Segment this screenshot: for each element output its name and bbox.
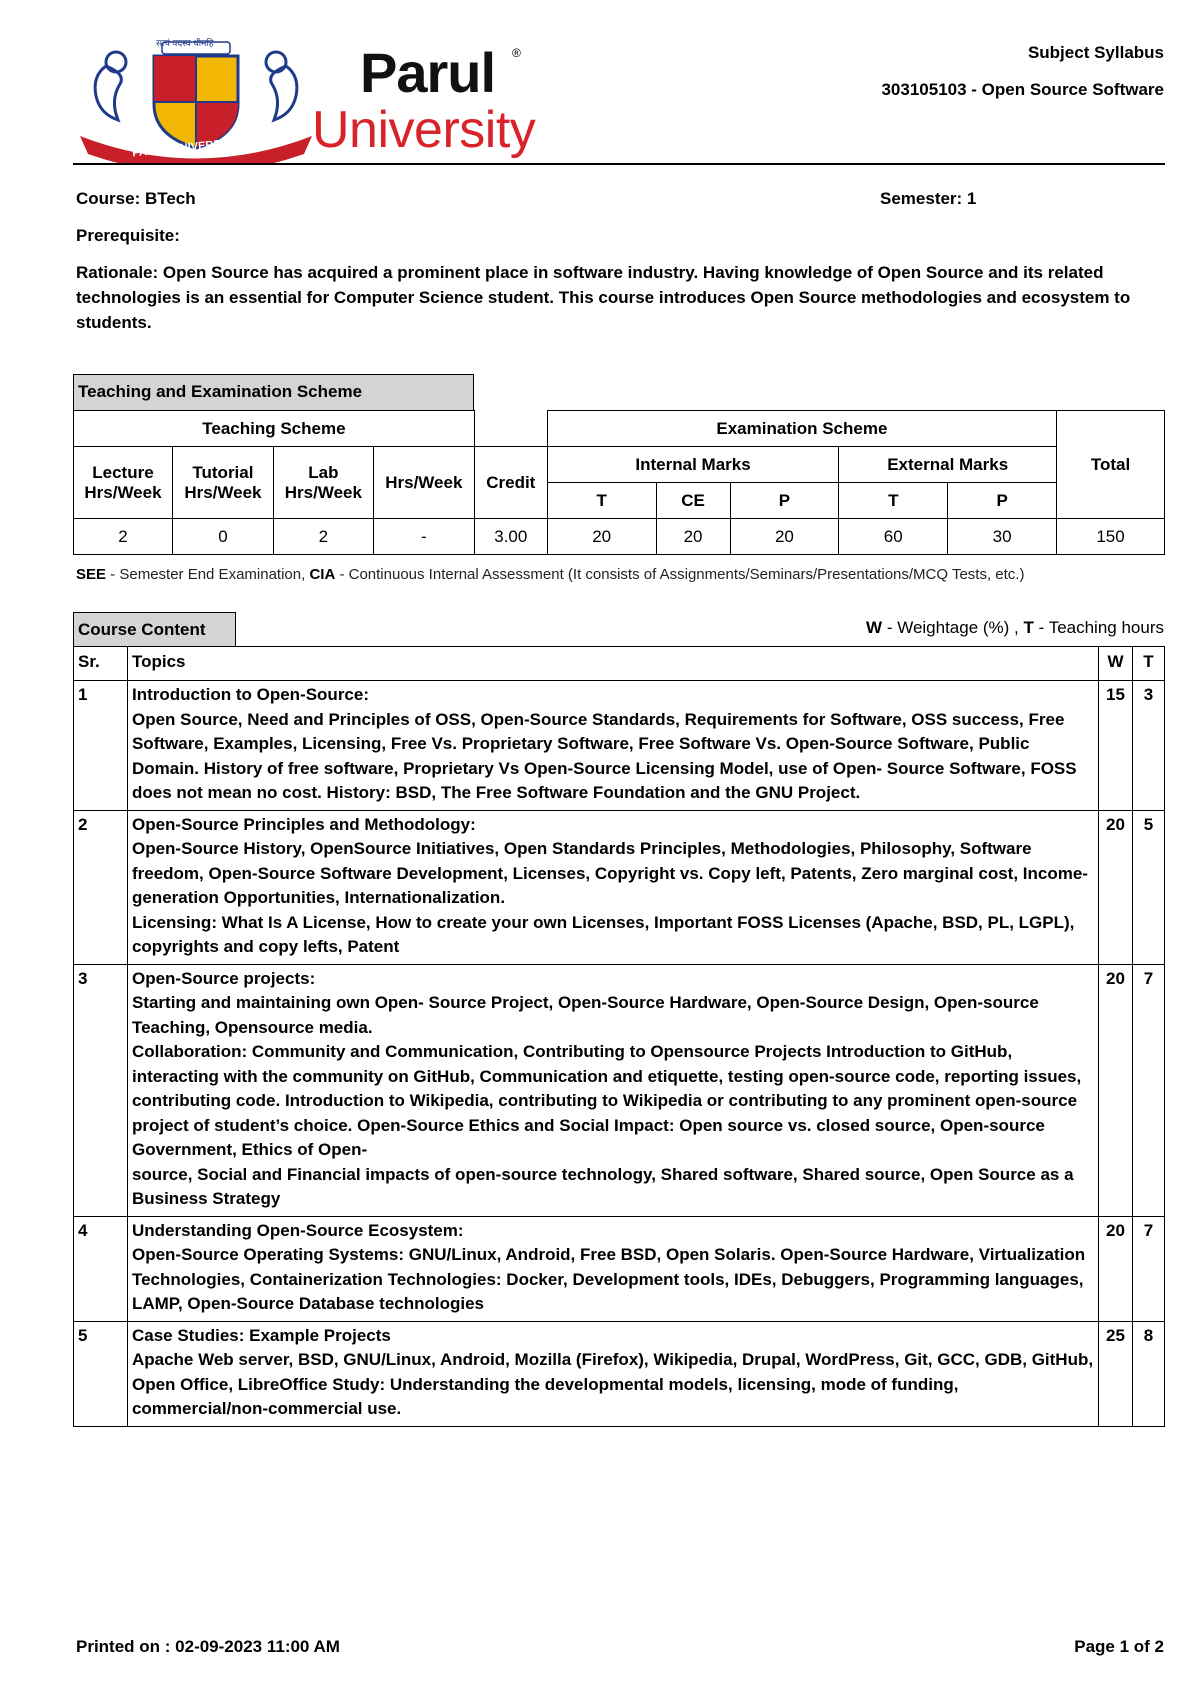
row-weightage: 15 bbox=[1099, 681, 1133, 811]
row-hours: 3 bbox=[1133, 681, 1165, 811]
row-topic bbox=[127, 681, 1098, 811]
scheme-value: 20 bbox=[730, 519, 839, 555]
content-table bbox=[73, 646, 1165, 1427]
header-divider bbox=[73, 163, 1165, 165]
topic-line: Collaboration: Community and Communication, Contributing to Opensource Projects Introduction to GitHub, interacting with the community on GitHub, Communication and etiquette, testing open-source code, reporting issues, contributing code. Introduction to Wikipedia, contributing to Wikipedia or contributing to any prominent open-source project of student’s choice. Open-Source Ethics and Social Impact: Open source vs. closed source, Open-source Government, Ethics of Open- bbox=[131, 1042, 1082, 1159]
row-sr: 1 bbox=[74, 681, 128, 811]
row-topic bbox=[127, 964, 1098, 1216]
hrs-week-header: Hrs/Week bbox=[373, 447, 474, 519]
scheme-value: 20 bbox=[656, 519, 730, 555]
topic-title: Open-Source projects: bbox=[131, 968, 316, 988]
row-weightage: 20 bbox=[1099, 964, 1133, 1216]
printed-on: Printed on : 02-09-2023 11:00 AM bbox=[76, 1637, 340, 1656]
row-weightage: 25 bbox=[1099, 1321, 1133, 1426]
total-header: Total bbox=[1057, 411, 1165, 519]
internal-p-header: P bbox=[730, 483, 839, 519]
examination-scheme-header: Examination Scheme bbox=[547, 411, 1056, 447]
scheme-value: 150 bbox=[1057, 519, 1165, 555]
topic-line: Open-Source History, OpenSource Initiatives, Open Standards Principles, Methodologies, Philosophy, Software freedom, Open-Source Software Development, Licenses, Copyright vs. Copy left, Patents, Zero marginal cost, Income-generation Opportunities, Internationalization. bbox=[131, 839, 1088, 907]
scheme-value: 2 bbox=[74, 519, 173, 555]
content-title: Course Content bbox=[73, 612, 236, 647]
topic-title: Open-Source Principles and Methodology: bbox=[131, 814, 476, 834]
row-topic bbox=[127, 1216, 1098, 1321]
table-row bbox=[74, 964, 1165, 1216]
doc-type: Subject Syllabus bbox=[1027, 43, 1164, 62]
topic-line: Open-Source Operating Systems: GNU/Linux, Android, Free BSD, Open Solaris. Open-Source Hardware, Virtualization Technologies, Containerization Technologies: Docker, Development tools, IDEs, Debuggers, Programming languages, LAMP, Open-Source Database technologies bbox=[131, 1245, 1086, 1313]
sr-header: Sr. bbox=[74, 647, 128, 681]
row-weightage: 20 bbox=[1099, 1216, 1133, 1321]
row-hours: 7 bbox=[1133, 1216, 1165, 1321]
scheme-value: 60 bbox=[839, 519, 948, 555]
row-weightage: 20 bbox=[1099, 810, 1133, 964]
topic-line: Apache Web server, BSD, GNU/Linux, Android, Mozilla (Firefox), Wikipedia, Drupal, WordPress, Git, GCC, GDB, GitHub, Open Office, LibreOffice Study: Understanding the developmental models, licensing, mode of funding, commercial/non-commercial use. bbox=[131, 1350, 1094, 1418]
tutorial-header: Tutorial Hrs/Week bbox=[172, 447, 273, 519]
semester-label: Semester: 1 bbox=[880, 189, 977, 208]
row-sr: 3 bbox=[74, 964, 128, 1216]
topics-header: Topics bbox=[127, 647, 1098, 681]
seal-text: PARUL UNIVERSITY bbox=[131, 136, 239, 160]
lab-header: Lab Hrs/Week bbox=[273, 447, 373, 519]
see-note: SEE - Semester End Examination, CIA - Continuous Internal Assessment (It consists of Assignments/Seminars/Presentations/MCQ Tests, etc.) bbox=[76, 566, 1025, 583]
scheme-value: 20 bbox=[547, 519, 656, 555]
internal-ce-header: CE bbox=[656, 483, 730, 519]
topic-line: source, Social and Financial impacts of open-source technology, Shared software, Shared source, Open Source as a Business Strategy bbox=[131, 1164, 1074, 1208]
scheme-title: Teaching and Examination Scheme bbox=[73, 374, 474, 411]
topic-title: Case Studies: Example Projects bbox=[131, 1325, 391, 1345]
table-row bbox=[74, 1216, 1165, 1321]
w-header: W bbox=[1099, 647, 1133, 681]
course-label: Course: BTech bbox=[76, 189, 196, 208]
page-number: Page 1 of 2 bbox=[1074, 1637, 1164, 1656]
subject-title: 303105103 - Open Source Software bbox=[881, 80, 1164, 99]
external-marks-header: External Marks bbox=[839, 447, 1057, 483]
t-header: T bbox=[1133, 647, 1165, 681]
table-row bbox=[74, 1321, 1165, 1426]
prerequisite-label: Prerequisite: bbox=[76, 226, 180, 245]
topic-line: Starting and maintaining own Open- Source Project, Open-Source Hardware, Open-Source Design, Open-source Teaching, Opensource media. bbox=[131, 993, 1039, 1037]
internal-t-header: T bbox=[547, 483, 656, 519]
topic-title: Introduction to Open-Source: bbox=[131, 685, 370, 704]
table-row bbox=[74, 810, 1165, 964]
content-legend: W - Weightage (%) , T - Teaching hours bbox=[866, 618, 1164, 637]
scheme-value: 3.00 bbox=[474, 519, 547, 555]
seal-motto: सत्यं वदस्व धीमहि bbox=[156, 38, 214, 48]
lecture-header: Lecture Hrs/Week bbox=[74, 447, 173, 519]
external-p-header: P bbox=[948, 483, 1057, 519]
row-topic bbox=[127, 1321, 1098, 1426]
external-t-header: T bbox=[839, 483, 948, 519]
row-hours: 8 bbox=[1133, 1321, 1165, 1426]
topic-line: Licensing: What Is A License, How to create your own Licenses, Important FOSS Licenses (Apache, BSD, PL, LGPL), copyrights and copy lefts, Patent bbox=[131, 912, 1075, 956]
scheme-value: 30 bbox=[948, 519, 1057, 555]
topic-line: Open Source, Need and Principles of OSS, Open-Source Standards, Requirements for Software, OSS success, Free Software, Examples, Licensing, Free Vs. Proprietary Software, Free Software Vs. Open-Source Software, Public Domain. History of free software, Proprietary Vs Open-Source Licensing Model, use of Open- Source Software, FOSS does not mean no cost. History: BSD, The Free Software Foundation and the GNU Project. bbox=[131, 709, 1077, 802]
registered-mark-icon: ® bbox=[512, 46, 521, 60]
internal-marks-header: Internal Marks bbox=[547, 447, 839, 483]
scheme-value: 0 bbox=[172, 519, 273, 555]
brand-name-university: University bbox=[312, 101, 536, 159]
credit-header: Credit bbox=[474, 447, 547, 519]
topic-title: Understanding Open-Source Ecosystem: bbox=[131, 1220, 464, 1240]
rationale-text: Rationale: Open Source has acquired a prominent place in software industry. Having knowledge of Open Source and its related technologies is an essential for Computer Science student. This course introduces Open Source methodologies and ecosystem to students. bbox=[76, 263, 1131, 332]
scheme-value: 2 bbox=[273, 519, 373, 555]
scheme-table bbox=[73, 410, 1165, 555]
row-sr: 2 bbox=[74, 810, 128, 964]
row-hours: 5 bbox=[1133, 810, 1165, 964]
table-row bbox=[74, 681, 1165, 811]
row-topic bbox=[127, 810, 1098, 964]
scheme-value: - bbox=[373, 519, 474, 555]
brand-name-parul: Parul bbox=[360, 41, 496, 104]
row-hours: 7 bbox=[1133, 964, 1165, 1216]
row-sr: 4 bbox=[74, 1216, 128, 1321]
row-sr: 5 bbox=[74, 1321, 128, 1426]
teaching-scheme-header: Teaching Scheme bbox=[74, 411, 475, 447]
